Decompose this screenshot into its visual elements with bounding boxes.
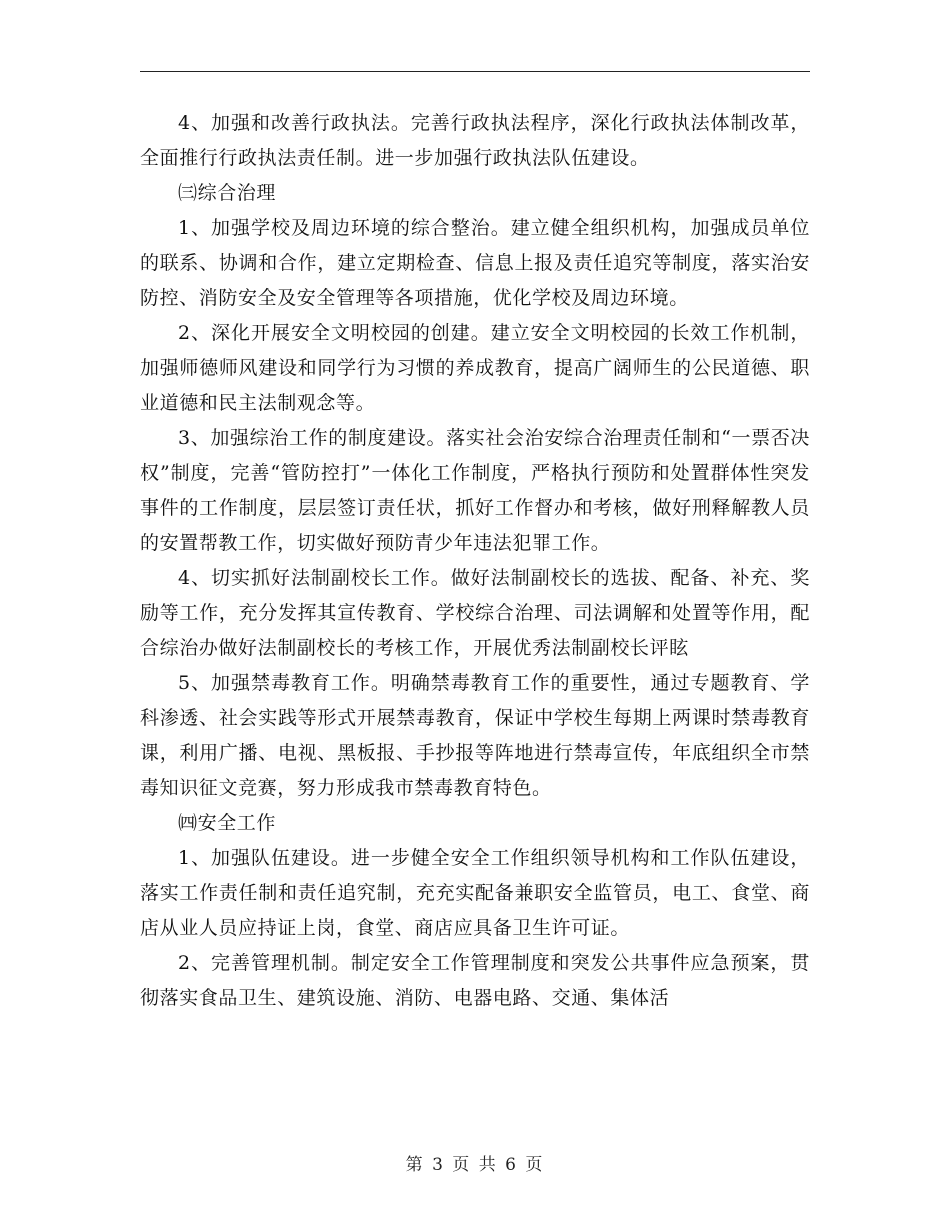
section-heading-safety-work: ㈣安全工作 bbox=[178, 812, 277, 834]
paragraph-governance-system: 3、加强综治工作的制度建设。落实社会治安综合治理责任制和“一票否决权”制度，完善“管防控打”一体化工作制度，严格执行预防和处置群体性突发事件的工作制度，层层签订责任状，抓好工作督办和考核，做好刑释解教人员的安置帮教工作，切实做好预防青少年违法犯罪工作。 bbox=[140, 427, 810, 554]
page-number-footer: 第 3 页 共 6 页 bbox=[405, 1155, 545, 1175]
header-rule bbox=[140, 71, 810, 72]
paragraph-legal-vice-principal: 4、切实抓好法制副校长工作。做好法制副校长的选拔、配备、补充、奖励等工作，充分发挥其宣传教育、学校综合治理、司法调解和处置等作用，配合综治办做好法制副校长的考核工作，开展优秀法制副校长评眩 bbox=[140, 567, 810, 659]
section-heading-comprehensive-governance: ㈢综合治理 bbox=[178, 182, 277, 204]
paragraph-anti-drug-education: 5、加强禁毒教育工作。明确禁毒教育工作的重要性，通过专题教育、学科渗透、社会实践等形式开展禁毒教育，保证中学校生每期上两课时禁毒教育课，利用广播、电视、黑板报、手抄报等阵地进行禁毒宣传，年底组织全市禁毒知识征文竞赛，努力形成我市禁毒教育特色。 bbox=[140, 672, 810, 799]
paragraph-team-building: 1、加强队伍建设。进一步健全安全工作组织领导机构和工作队伍建设，落实工作责任制和责任追究制，充充实配备兼职安全监管员，电工、食堂、商店从业人员应持证上岗，食堂、商店应具备卫生许可证。 bbox=[140, 847, 810, 939]
paragraph-admin-enforcement: 4、加强和改善行政执法。完善行政执法程序，深化行政执法体制改革，全面推行行政执法责任制。进一步加强行政执法队伍建设。 bbox=[140, 112, 810, 169]
paragraph-school-environment: 1、加强学校及周边环境的综合整治。建立健全组织机构，加强成员单位的联系、协调和合作，建立定期检查、信息上报及责任追究等制度，落实治安防控、消防安全及安全管理等各项措施，优化学校及周边环境。 bbox=[140, 217, 810, 309]
paragraph-management-mechanism: 2、完善管理机制。制定安全工作管理制度和突发公共事件应急预案，贯彻落实食品卫生、建筑设施、消防、电器电路、交通、集体活 bbox=[140, 952, 810, 1009]
paragraph-safe-campus: 2、深化开展安全文明校园的创建。建立安全文明校园的长效工作机制，加强师德师风建设和同学行为习惯的养成教育，提高广阔师生的公民道德、职业道德和民主法制观念等。 bbox=[140, 322, 810, 414]
document-body bbox=[140, 106, 810, 1016]
